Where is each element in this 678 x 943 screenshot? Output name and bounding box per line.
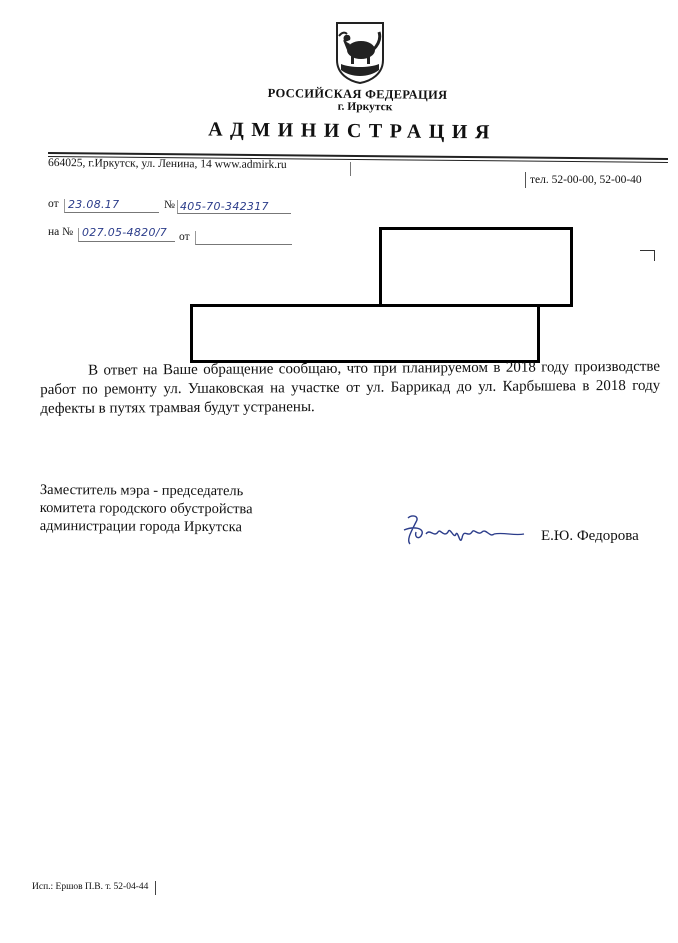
- signer-title-line2: комитета городского обустройства: [39, 499, 253, 518]
- ref-number-label: №: [164, 199, 175, 211]
- signer-title: [40, 481, 253, 536]
- reply-date-label: от: [179, 231, 190, 243]
- header-organization: АДМИНИСТРАЦИЯ: [208, 118, 497, 144]
- reply-number-value: 027.05-4820/7: [82, 226, 168, 239]
- ref-number-value: 405-70-342317: [180, 200, 269, 213]
- header-country: РОССИЙСКАЯ ФЕДЕРАЦИЯ: [267, 86, 448, 102]
- reply-number-label: на №: [48, 226, 74, 238]
- executor-info: Исп.: Ершов П.В. т. 52-04-44: [32, 882, 149, 892]
- header-phone: тел. 52-00-00, 52-00-40: [530, 174, 642, 186]
- corner-mark: [640, 250, 655, 261]
- reply-date-field: [195, 231, 292, 245]
- header-city: г. Иркутск: [337, 100, 393, 114]
- redacted-recipient-address: [190, 304, 540, 363]
- header-address: 664025, г.Иркутск, ул. Ленина, 14 www.admirk.ru: [47, 156, 287, 172]
- executor-separator: [155, 881, 156, 895]
- redacted-recipient-name: [379, 227, 573, 307]
- ref-date-label: от: [48, 198, 59, 210]
- city-emblem: [333, 20, 387, 84]
- signer-name: Е.Ю. Федорова: [541, 528, 639, 544]
- address-separator: [350, 162, 351, 176]
- ref-date-value: 23.08.17: [68, 198, 120, 211]
- signature-icon: [400, 510, 530, 552]
- signer-title-line3: администрации города Иркутска: [39, 517, 242, 536]
- signer-title-line1: Заместитель мэра - председатель: [39, 481, 244, 500]
- letter-body: [40, 358, 660, 419]
- letter-paragraph: В ответ на Ваше обращение сообщаю, что при планируемом в 2018 году производстве работ по ремонту ул. Ушаковская на участке от ул. Баррикад до ул. Карбышева в 2018 году дефекты в путях трамвая будут устранены.: [40, 358, 661, 417]
- city-emblem-icon: [333, 20, 387, 84]
- handwritten-signature: [400, 510, 530, 552]
